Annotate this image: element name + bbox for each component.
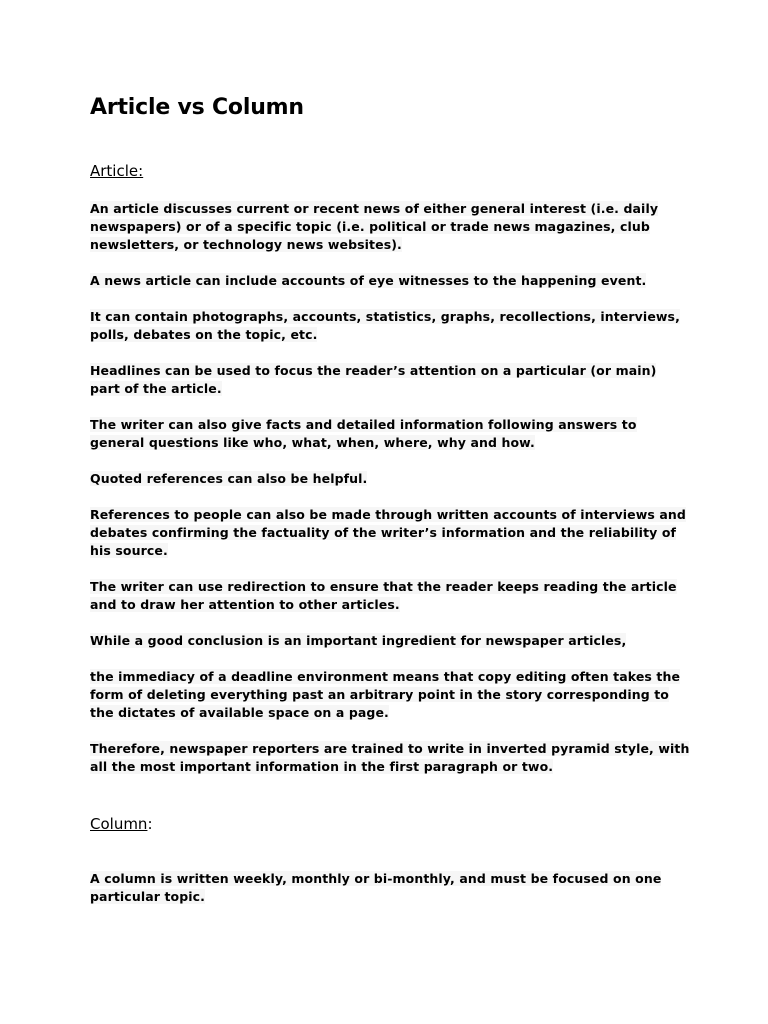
article-paragraph-7-text: References to people can also be made through written accounts of interviews and debates confirming the factuality of the writer’s information and the reliability of his source. bbox=[90, 507, 686, 558]
article-heading-text: Article: bbox=[90, 162, 144, 180]
article-paragraph-9-text: While a good conclusion is an important ingredient for newspaper articles, bbox=[90, 633, 627, 648]
column-heading-colon: : bbox=[147, 815, 153, 833]
article-paragraph-6 bbox=[90, 470, 690, 488]
document-body bbox=[90, 92, 690, 906]
article-paragraph-4 bbox=[90, 362, 690, 398]
article-paragraph-2-text: A news article can include accounts of eye witnesses to the happening event. bbox=[90, 273, 647, 288]
article-paragraph-11-text: Therefore, newspaper reporters are trained to write in inverted pyramid style, with all the most important information in the first paragraph or two. bbox=[90, 741, 690, 774]
article-paragraph-4-text: Headlines can be used to focus the reader’s attention on a particular (or main) part of the article. bbox=[90, 363, 657, 396]
column-heading bbox=[90, 814, 690, 834]
article-paragraph-2 bbox=[90, 272, 690, 290]
column-paragraph-1 bbox=[90, 870, 690, 906]
article-paragraph-5-text: The writer can also give facts and detailed information following answers to general questions like who, what, when, where, why and how. bbox=[90, 417, 637, 450]
article-paragraph-3 bbox=[90, 308, 690, 344]
article-paragraph-10-text: the immediacy of a deadline environment means that copy editing often takes the form of deleting everything past an arbitrary point in the story corresponding to the dictates of available space on a page. bbox=[90, 669, 681, 720]
article-heading bbox=[90, 161, 690, 181]
article-paragraph-8-text: The writer can use redirection to ensure that the reader keeps reading the article and to draw her attention to other articles. bbox=[90, 579, 677, 612]
article-paragraph-8 bbox=[90, 578, 690, 614]
article-paragraph-1-text: An article discusses current or recent news of either general interest (i.e. daily newspapers) or of a specific topic (i.e. political or trade news magazines, club newsletters, or technology news websites). bbox=[90, 201, 659, 252]
article-paragraph-5 bbox=[90, 416, 690, 452]
article-paragraph-7 bbox=[90, 506, 690, 560]
article-paragraph-11 bbox=[90, 740, 690, 776]
column-paragraph-1-text: A column is written weekly, monthly or bi-monthly, and must be focused on one particular topic. bbox=[90, 871, 662, 904]
column-heading-text: Column bbox=[90, 815, 148, 833]
article-paragraph-6-text: Quoted references can also be helpful. bbox=[90, 471, 368, 486]
article-paragraph-3-text: It can contain photographs, accounts, statistics, graphs, recollections, interviews, polls, debates on the topic, etc. bbox=[90, 309, 680, 342]
document-title: Article vs Column bbox=[90, 95, 304, 120]
article-paragraph-10 bbox=[90, 668, 690, 722]
article-paragraph-1 bbox=[90, 200, 690, 254]
article-paragraph-9 bbox=[90, 632, 690, 650]
